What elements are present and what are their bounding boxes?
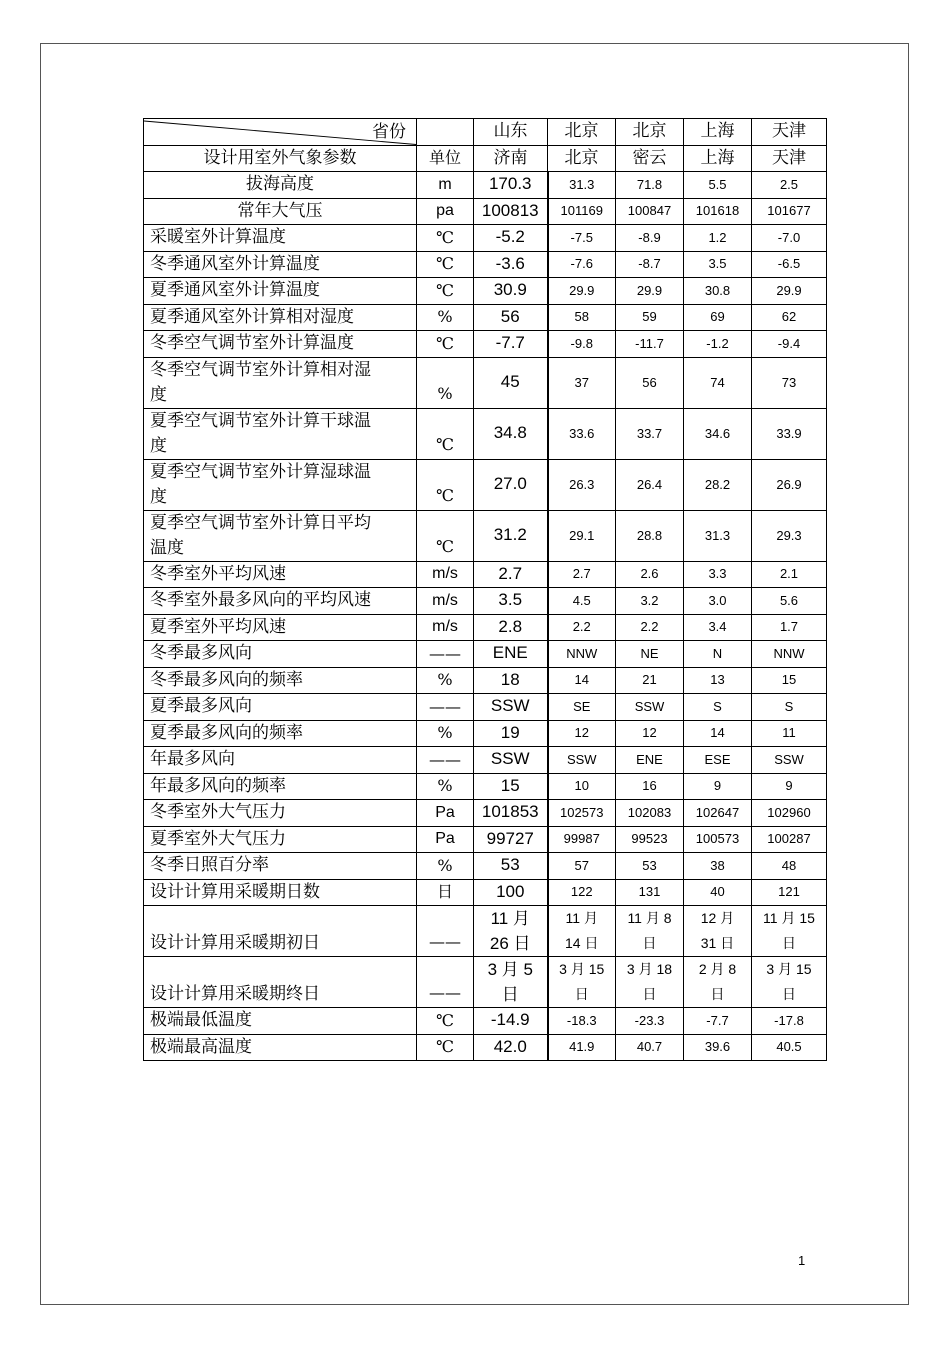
value-cell: 53	[616, 853, 684, 880]
parameter-label: 极端最高温度	[144, 1034, 417, 1061]
value-cell: 41.9	[548, 1034, 616, 1061]
value-cell: 99523	[616, 826, 684, 853]
value-cell	[752, 957, 827, 1008]
value-cell: 101618	[684, 198, 752, 225]
parameter-label-line: 夏季空气调节室外计算日平均	[150, 512, 371, 533]
value-cell: 12	[548, 720, 616, 747]
value-cell: 102573	[548, 800, 616, 827]
value-cell: 2.6	[616, 561, 684, 588]
unit-cell: m/s	[417, 561, 474, 588]
value-cell: 29.9	[548, 278, 616, 305]
city-cell: 北京	[548, 145, 616, 172]
value-cell: 21	[616, 667, 684, 694]
value-cell: -9.4	[752, 331, 827, 358]
value-cell: 3.2	[616, 588, 684, 615]
value-cell: 71.8	[616, 172, 684, 199]
parameter-label: 夏季通风室外计算相对湿度	[144, 304, 417, 331]
unit-cell: ℃	[417, 225, 474, 252]
parameter-label: 极端最低温度	[144, 1008, 417, 1035]
value-cell: 40	[684, 879, 752, 906]
unit-cell: Pa	[417, 800, 474, 827]
table-row	[144, 694, 827, 721]
value-cell: 101169	[548, 198, 616, 225]
value-line: 3 月 15	[559, 961, 605, 977]
weather-parameters-table	[143, 118, 827, 1061]
unit-cell: ——	[417, 694, 474, 721]
value-cell: ENE	[474, 641, 548, 668]
table-row	[144, 331, 827, 358]
value-cell: 26.9	[752, 459, 827, 510]
value-cell: 45	[474, 357, 548, 408]
value-cell: 74	[684, 357, 752, 408]
value-cell: -17.8	[752, 1008, 827, 1035]
province-cell: 北京	[616, 119, 684, 146]
value-cell: -7.7	[474, 331, 548, 358]
unit-cell: %	[417, 773, 474, 800]
value-cell: 2.8	[474, 614, 548, 641]
value-cell: 15	[752, 667, 827, 694]
value-cell: 27.0	[474, 459, 548, 510]
unit-cell: Pa	[417, 826, 474, 853]
parameter-label-line: 冬季空气调节室外计算相对湿	[150, 359, 371, 380]
value-cell: 10	[548, 773, 616, 800]
value-cell: -6.5	[752, 251, 827, 278]
unit-cell: ℃	[417, 331, 474, 358]
value-cell: 38	[684, 853, 752, 880]
value-cell	[474, 957, 548, 1008]
value-cell: 100573	[684, 826, 752, 853]
parameter-label: 冬季室外大气压力	[144, 800, 417, 827]
parameter-label: 冬季室外最多风向的平均风速	[144, 588, 417, 615]
value-cell: 16	[616, 773, 684, 800]
value-cell: 40.7	[616, 1034, 684, 1061]
city-cell: 上海	[684, 145, 752, 172]
value-cell: -14.9	[474, 1008, 548, 1035]
value-cell: SSW	[474, 694, 548, 721]
value-cell: 102647	[684, 800, 752, 827]
value-line: 31 日	[700, 935, 735, 951]
unit-column-header: 单位	[417, 145, 474, 172]
value-cell	[616, 957, 684, 1008]
value-cell: 18	[474, 667, 548, 694]
value-cell: 131	[616, 879, 684, 906]
value-cell: 29.9	[752, 278, 827, 305]
value-cell: 101677	[752, 198, 827, 225]
value-line: 26 日	[489, 934, 531, 953]
value-cell: 3.5	[474, 588, 548, 615]
unit-cell: 日	[417, 879, 474, 906]
value-cell: 121	[752, 879, 827, 906]
value-cell: 1.2	[684, 225, 752, 252]
value-cell: N	[684, 641, 752, 668]
parameter-label: 夏季最多风向	[144, 694, 417, 721]
value-cell: S	[752, 694, 827, 721]
value-line: 11 月	[565, 910, 598, 926]
value-cell: 3.5	[684, 251, 752, 278]
unit-cell: m/s	[417, 588, 474, 615]
value-cell	[684, 957, 752, 1008]
parameter-label: 设计计算用采暖期终日	[144, 957, 417, 1008]
table-row	[144, 278, 827, 305]
value-cell: 57	[548, 853, 616, 880]
value-cell: -7.7	[684, 1008, 752, 1035]
unit-cell: ℃	[417, 459, 474, 510]
province-cell: 山东	[474, 119, 548, 146]
province-cell: 天津	[752, 119, 827, 146]
value-cell: NNW	[752, 641, 827, 668]
value-cell: NNW	[548, 641, 616, 668]
value-cell: -7.0	[752, 225, 827, 252]
parameter-label: 夏季通风室外计算温度	[144, 278, 417, 305]
unit-cell: m/s	[417, 614, 474, 641]
value-cell: 100813	[474, 198, 548, 225]
value-cell: 28.2	[684, 459, 752, 510]
value-cell: -1.2	[684, 331, 752, 358]
value-cell: -9.8	[548, 331, 616, 358]
value-cell: SSW	[548, 747, 616, 774]
value-cell: 58	[548, 304, 616, 331]
table-row	[144, 198, 827, 225]
value-line: 日	[501, 985, 519, 1004]
value-cell: 170.3	[474, 172, 548, 199]
parameter-label	[144, 459, 417, 510]
unit-cell: ——	[417, 906, 474, 957]
value-cell	[616, 906, 684, 957]
value-cell: SSW	[474, 747, 548, 774]
unit-cell: %	[417, 667, 474, 694]
city-header-row	[144, 145, 827, 172]
value-cell: 33.6	[548, 408, 616, 459]
table-row	[144, 588, 827, 615]
table-row	[144, 957, 827, 1008]
parameter-label: 夏季最多风向的频率	[144, 720, 417, 747]
value-cell: -8.9	[616, 225, 684, 252]
value-line: 11 月 8	[627, 910, 672, 926]
value-line: 日	[642, 935, 657, 951]
value-cell: 31.3	[548, 172, 616, 199]
value-cell: 48	[752, 853, 827, 880]
unit-cell: ℃	[417, 278, 474, 305]
value-cell: 40.5	[752, 1034, 827, 1061]
value-cell: 3.4	[684, 614, 752, 641]
unit-cell: ℃	[417, 251, 474, 278]
value-cell: 28.8	[616, 510, 684, 561]
parameter-label	[144, 408, 417, 459]
parameter-label-line: 温度	[150, 537, 184, 558]
unit-cell: ——	[417, 747, 474, 774]
value-cell: 2.1	[752, 561, 827, 588]
table-row	[144, 408, 827, 459]
table-row	[144, 641, 827, 668]
value-cell: 37	[548, 357, 616, 408]
value-cell: 30.9	[474, 278, 548, 305]
value-cell: 100287	[752, 826, 827, 853]
unit-cell: ——	[417, 641, 474, 668]
table-row	[144, 225, 827, 252]
parameter-label: 冬季日照百分率	[144, 853, 417, 880]
value-cell: 100	[474, 879, 548, 906]
parameter-label: 冬季空气调节室外计算温度	[144, 331, 417, 358]
value-cell: -7.6	[548, 251, 616, 278]
value-cell: 2.2	[548, 614, 616, 641]
value-cell: 9	[752, 773, 827, 800]
value-cell	[752, 906, 827, 957]
value-cell: -5.2	[474, 225, 548, 252]
value-cell: 9	[684, 773, 752, 800]
value-cell	[684, 906, 752, 957]
value-cell: 102960	[752, 800, 827, 827]
unit-cell: %	[417, 304, 474, 331]
parameter-label: 夏季室外平均风速	[144, 614, 417, 641]
value-cell: 13	[684, 667, 752, 694]
diagonal-header-cell	[144, 119, 417, 146]
value-cell: 3.3	[684, 561, 752, 588]
parameter-label: 年最多风向	[144, 747, 417, 774]
value-cell: -11.7	[616, 331, 684, 358]
table-row	[144, 667, 827, 694]
province-cell: 上海	[684, 119, 752, 146]
table-row	[144, 800, 827, 827]
table-row	[144, 510, 827, 561]
value-cell: -23.3	[616, 1008, 684, 1035]
unit-cell: m	[417, 172, 474, 199]
parameter-label: 冬季最多风向的频率	[144, 667, 417, 694]
value-cell: 5.6	[752, 588, 827, 615]
value-cell: 69	[684, 304, 752, 331]
value-line: 3 月 18	[626, 961, 673, 977]
value-cell: 33.9	[752, 408, 827, 459]
unit-cell: ℃	[417, 510, 474, 561]
value-line: 日	[574, 986, 589, 1002]
unit-cell: ℃	[417, 1008, 474, 1035]
value-cell: 12	[616, 720, 684, 747]
value-cell: 14	[684, 720, 752, 747]
value-cell: 56	[616, 357, 684, 408]
value-cell: 33.7	[616, 408, 684, 459]
value-cell: 59	[616, 304, 684, 331]
value-cell: 34.6	[684, 408, 752, 459]
city-cell: 密云	[616, 145, 684, 172]
unit-cell: %	[417, 720, 474, 747]
parameter-label-line: 夏季空气调节室外计算干球温	[150, 410, 371, 431]
value-cell: ESE	[684, 747, 752, 774]
value-cell: 3.0	[684, 588, 752, 615]
value-cell	[548, 906, 616, 957]
value-cell: -3.6	[474, 251, 548, 278]
value-cell: 11	[752, 720, 827, 747]
table-row	[144, 561, 827, 588]
value-cell: 30.8	[684, 278, 752, 305]
value-cell: 42.0	[474, 1034, 548, 1061]
value-cell: 102083	[616, 800, 684, 827]
table-row	[144, 906, 827, 957]
value-cell: 29.3	[752, 510, 827, 561]
table-row	[144, 1034, 827, 1061]
value-cell: 56	[474, 304, 548, 331]
province-label: 省份	[372, 122, 406, 142]
value-cell: 31.3	[684, 510, 752, 561]
table-row	[144, 879, 827, 906]
province-header-row	[144, 119, 827, 146]
parameter-label: 设计计算用采暖期初日	[144, 906, 417, 957]
value-cell: 2.2	[616, 614, 684, 641]
page-number: 1	[798, 1253, 806, 1268]
unit-cell: pa	[417, 198, 474, 225]
unit-cell: ——	[417, 957, 474, 1008]
value-cell: 29.1	[548, 510, 616, 561]
city-cell: 天津	[752, 145, 827, 172]
parameter-label: 冬季最多风向	[144, 641, 417, 668]
parameter-label-line: 度	[150, 435, 167, 456]
value-cell: 29.9	[616, 278, 684, 305]
value-cell: 34.8	[474, 408, 548, 459]
value-line: 14 日	[565, 935, 599, 951]
value-cell: 53	[474, 853, 548, 880]
value-cell: 100847	[616, 198, 684, 225]
value-cell: 31.2	[474, 510, 548, 561]
value-cell: 73	[752, 357, 827, 408]
value-cell: 2.5	[752, 172, 827, 199]
province-cell: 北京	[548, 119, 616, 146]
param-column-header: 设计用室外气象参数	[144, 145, 417, 172]
parameter-label	[144, 357, 417, 408]
unit-cell: %	[417, 853, 474, 880]
value-cell: SSW	[752, 747, 827, 774]
value-cell: 101853	[474, 800, 548, 827]
value-cell: -18.3	[548, 1008, 616, 1035]
value-line: 3 月 5	[487, 960, 533, 979]
city-cell: 济南	[474, 145, 548, 172]
table-row	[144, 614, 827, 641]
value-line: 11 月	[490, 909, 530, 928]
value-cell: 2.7	[474, 561, 548, 588]
table-row	[144, 459, 827, 510]
table-row	[144, 251, 827, 278]
value-cell: 39.6	[684, 1034, 752, 1061]
value-cell: -8.7	[616, 251, 684, 278]
parameter-label: 年最多风向的频率	[144, 773, 417, 800]
value-cell: SE	[548, 694, 616, 721]
table-row	[144, 826, 827, 853]
parameter-label	[144, 510, 417, 561]
value-cell: 5.5	[684, 172, 752, 199]
parameter-label: 拔海高度	[144, 172, 417, 199]
value-cell: NE	[616, 641, 684, 668]
value-cell: 15	[474, 773, 548, 800]
table-row	[144, 853, 827, 880]
value-line: 11 月 15	[763, 910, 815, 926]
value-cell: 62	[752, 304, 827, 331]
value-line: 3 月 15	[766, 961, 812, 977]
value-cell: 1.7	[752, 614, 827, 641]
unit-cell: %	[417, 357, 474, 408]
value-cell: S	[684, 694, 752, 721]
table-row	[144, 720, 827, 747]
table-row	[144, 172, 827, 199]
value-line: 12 月	[700, 910, 735, 926]
value-cell: 19	[474, 720, 548, 747]
table-row	[144, 357, 827, 408]
value-cell	[548, 957, 616, 1008]
parameter-label: 冬季室外平均风速	[144, 561, 417, 588]
value-cell: 99727	[474, 826, 548, 853]
table-row	[144, 1008, 827, 1035]
unit-cell: ℃	[417, 1034, 474, 1061]
parameter-label-line: 夏季空气调节室外计算湿球温	[150, 461, 371, 482]
parameter-label-line: 度	[150, 384, 167, 405]
value-cell: 4.5	[548, 588, 616, 615]
value-cell: SSW	[616, 694, 684, 721]
value-line: 日	[782, 986, 796, 1002]
header-blank-cell	[417, 119, 474, 146]
parameter-label-line: 度	[150, 486, 167, 507]
parameter-label: 夏季室外大气压力	[144, 826, 417, 853]
table-row	[144, 747, 827, 774]
value-cell: 2.7	[548, 561, 616, 588]
parameter-label: 常年大气压	[144, 198, 417, 225]
unit-cell: ℃	[417, 408, 474, 459]
value-line: 日	[782, 935, 796, 951]
value-cell	[474, 906, 548, 957]
value-line: 日	[710, 986, 725, 1002]
value-line: 日	[642, 986, 657, 1002]
table-row	[144, 773, 827, 800]
value-line: 2 月 8	[698, 961, 737, 977]
table-row	[144, 304, 827, 331]
parameter-label: 采暖室外计算温度	[144, 225, 417, 252]
value-cell: 26.4	[616, 459, 684, 510]
value-cell: 99987	[548, 826, 616, 853]
parameter-label: 设计计算用采暖期日数	[144, 879, 417, 906]
value-cell: -7.5	[548, 225, 616, 252]
value-cell: 122	[548, 879, 616, 906]
value-cell: ENE	[616, 747, 684, 774]
value-cell: 26.3	[548, 459, 616, 510]
parameter-label: 冬季通风室外计算温度	[144, 251, 417, 278]
value-cell: 14	[548, 667, 616, 694]
